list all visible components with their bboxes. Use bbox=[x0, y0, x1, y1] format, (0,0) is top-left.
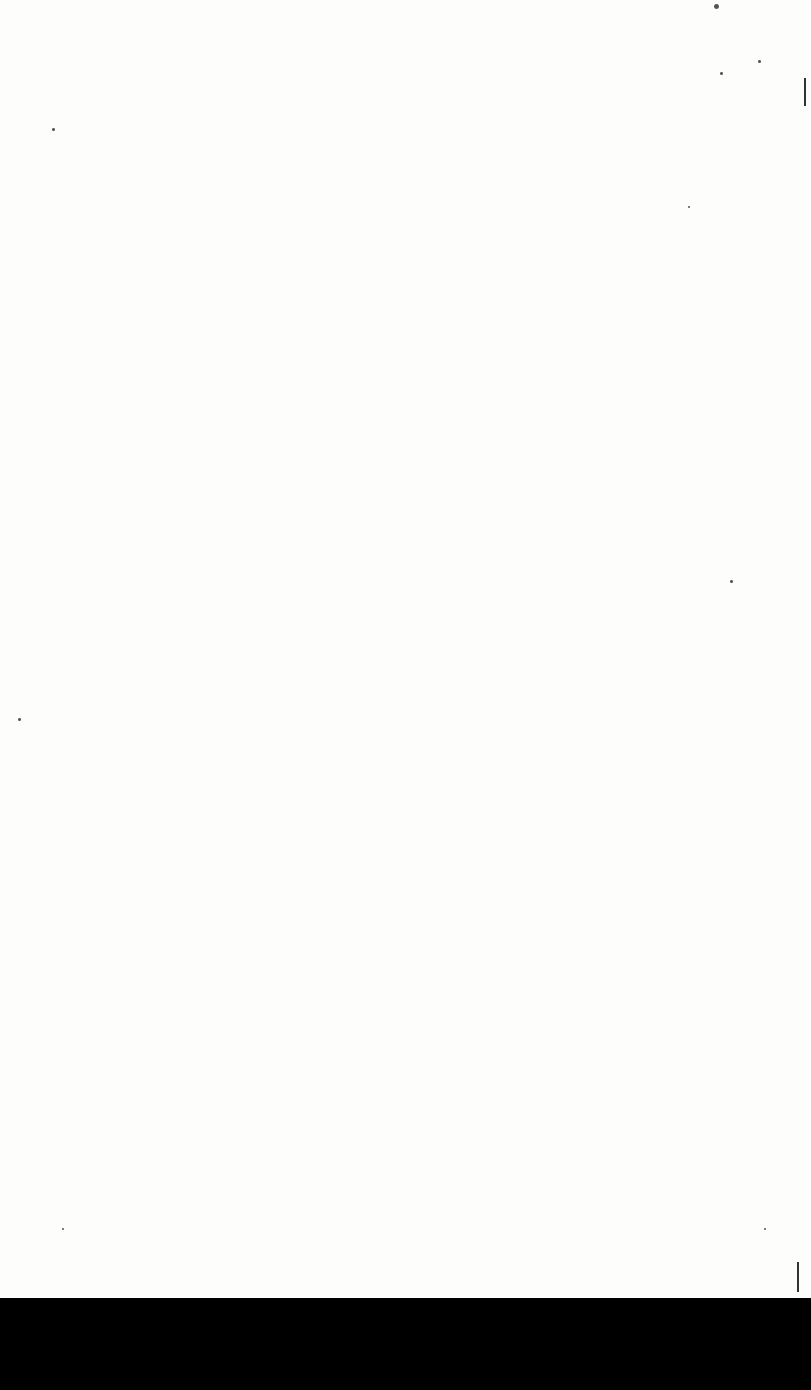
stock-watermark-banner bbox=[0, 1298, 811, 1390]
scan-edge-mark bbox=[797, 1262, 799, 1292]
scan-speck bbox=[758, 60, 761, 63]
scan-speck bbox=[52, 128, 55, 131]
scan-speck bbox=[730, 580, 733, 583]
scan-speck bbox=[62, 1228, 64, 1230]
scan-speck bbox=[714, 4, 719, 9]
scan-speck bbox=[688, 206, 690, 208]
scan-speck bbox=[720, 72, 723, 75]
scan-speck bbox=[18, 718, 21, 721]
scan-edge-mark bbox=[804, 78, 806, 106]
scan-speck bbox=[764, 1228, 766, 1230]
